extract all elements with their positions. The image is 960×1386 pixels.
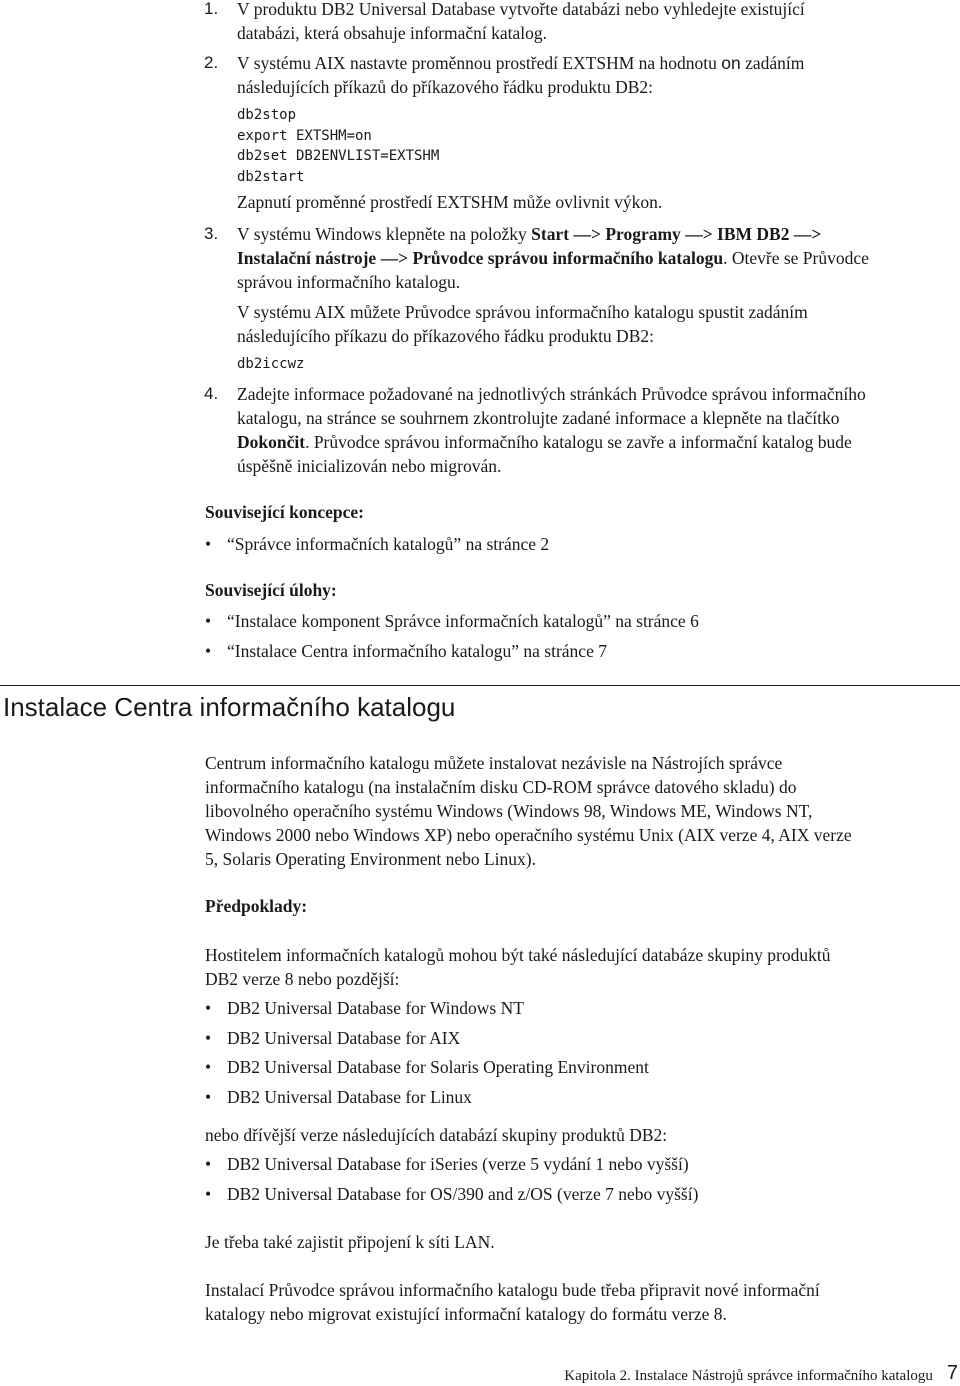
step-number: 2. bbox=[204, 53, 219, 72]
step-text: V systému AIX můžete Průvodce správou informačního katalogu spustit zadáním bbox=[237, 302, 808, 322]
bullet-icon: • bbox=[205, 1183, 212, 1204]
section-intro: Centrum informačního katalogu můžete instalovat nezávisle na Nástrojích správce informačního katalogu (na instalačním disku CD-ROM správce datového skladu) do libovolného operačního systému Windows (Windows 98, Windows ME, Windows NT, Windows 2000 nebo Windows XP) nebo operačního systému Unix (AIX verze 4, AIX verze 5, Solaris Operating Environment nebo Linux). bbox=[205, 753, 852, 869]
step-text: následujících příkazů do příkazového řádku produktu DB2: bbox=[237, 77, 654, 97]
list-item: • DB2 Universal Database for iSeries (verze 5 vydání 1 nebo vyšší) bbox=[205, 1154, 689, 1174]
menu-start: Start bbox=[531, 224, 570, 244]
list-item: • DB2 Universal Database for Linux bbox=[205, 1087, 472, 1108]
step-text: následujícího příkazu do příkazového řádku produktu DB2: bbox=[237, 326, 654, 346]
lan-note: Je třeba také zajistit připojení k síti LAN. bbox=[205, 1232, 495, 1252]
list-item: • DB2 Universal Database for AIX bbox=[205, 1027, 461, 1048]
list-item: • DB2 Universal Database for OS/390 and z/OS (verze 7 nebo vyšší) bbox=[205, 1183, 699, 1204]
step-text: Instalační nástroje —> Průvodce správou informačního katalogu. Otevře se Průvodce bbox=[237, 248, 869, 268]
command-line: db2iccwz bbox=[237, 356, 305, 372]
step-number: 4. bbox=[204, 384, 219, 403]
page-footer bbox=[564, 1360, 960, 1386]
command-line: db2set DB2ENVLIST=EXTSHM bbox=[237, 148, 440, 164]
bullet-icon: • bbox=[205, 998, 212, 1018]
step-note: Zapnutí proměnné prostředí EXTSHM může ovlivnit výkon. bbox=[237, 192, 663, 212]
step-text: V systému AIX nastavte proměnnou prostředí EXTSHM na hodnotu on zadáním bbox=[237, 53, 805, 73]
list-item: • DB2 Universal Database for Solaris Operating Environment bbox=[205, 1057, 649, 1078]
step-number: 1. bbox=[204, 0, 219, 18]
finish-label: Dokončit bbox=[237, 432, 306, 452]
menu-arrow: —> bbox=[380, 248, 409, 268]
bullet-icon: • bbox=[205, 534, 212, 554]
section-title: Instalace Centra informačního katalogu bbox=[3, 692, 456, 722]
earlier-list bbox=[205, 1152, 955, 1211]
command-line: export EXTSHM=on bbox=[237, 127, 372, 144]
command-line: db2start bbox=[237, 168, 305, 185]
bullet-icon: • bbox=[205, 1027, 212, 1048]
bullet-icon: • bbox=[205, 611, 212, 631]
menu-wizard: Průvodce správou informačního katalogu bbox=[412, 248, 724, 268]
step-text: databázi, která obsahuje informační katalog. bbox=[237, 23, 548, 43]
step-text: Dokončit. Průvodce správou informačního katalogu se zavře a informační katalog bude bbox=[237, 432, 852, 452]
command-line: db2stop bbox=[237, 107, 297, 123]
chapter-title: Kapitola 2. Instalace Nástrojů správce informačního katalogu bbox=[564, 1368, 933, 1384]
step-text: katalogu, na stránce se souhrnem zkontrolujte zadané informace a klepněte na tlačítko bbox=[237, 408, 840, 428]
step-text: Zadejte informace požadované na jednotlivých stránkách Průvodce správou informačního bbox=[237, 384, 866, 404]
bullet-icon: • bbox=[205, 640, 212, 661]
value-on: on bbox=[721, 53, 741, 73]
bullet-icon: • bbox=[205, 1087, 212, 1108]
prereq-heading: Předpoklady: bbox=[205, 896, 308, 916]
menu-ibm-db2: IBM DB2 bbox=[717, 224, 790, 244]
menu-tools: Instalační nástroje bbox=[237, 248, 377, 268]
related-tasks-heading: Související úlohy: bbox=[205, 580, 337, 600]
earlier-intro: nebo dřívější verze následujících databází skupiny produktů DB2: bbox=[205, 1125, 668, 1145]
menu-arrow: —> bbox=[793, 224, 822, 244]
related-tasks-list bbox=[205, 609, 955, 668]
list-item: • DB2 Universal Database for Windows NT bbox=[205, 998, 524, 1018]
menu-programs: Programy bbox=[605, 224, 681, 244]
step-number: 3. bbox=[204, 224, 219, 243]
step-text: úspěšně inicializován nebo migrován. bbox=[237, 456, 502, 476]
related-concepts-heading: Související koncepce: bbox=[205, 502, 364, 522]
bullet-icon: • bbox=[205, 1057, 212, 1078]
step-text: V systému Windows klepněte na položky Start —> Programy —> IBM DB2 —> bbox=[237, 224, 822, 244]
related-link[interactable]: • “Instalace Centra informačního katalogu” na stránce 7 bbox=[205, 640, 607, 661]
step-text: V produktu DB2 Universal Database vytvořte databázi nebo vyhledejte existující bbox=[237, 0, 805, 19]
menu-arrow: —> bbox=[685, 224, 713, 244]
hosts-list bbox=[205, 996, 955, 1115]
step-text: správou informačního katalogu. bbox=[237, 272, 461, 292]
page-number: 7 bbox=[946, 1362, 958, 1384]
section-divider bbox=[0, 685, 960, 686]
bullet-icon: • bbox=[205, 1154, 212, 1174]
related-link[interactable]: • “Správce informačních katalogů” na stránce 2 bbox=[205, 534, 550, 554]
related-link[interactable]: • “Instalace komponent Správce informačních katalogů” na stránce 6 bbox=[205, 611, 699, 631]
related-concepts-list bbox=[205, 532, 955, 562]
closing-paragraph: Instalací Průvodce správou informačního katalogu bude třeba připravit nové informační katalogy nebo migrovat existující informační katalogy do formátu verze 8. bbox=[205, 1280, 820, 1324]
menu-arrow: —> bbox=[573, 224, 601, 244]
hosts-intro: Hostitelem informačních katalogů mohou být také následující databáze skupiny produktů DB2 verze 8 nebo pozdější: bbox=[205, 945, 831, 989]
